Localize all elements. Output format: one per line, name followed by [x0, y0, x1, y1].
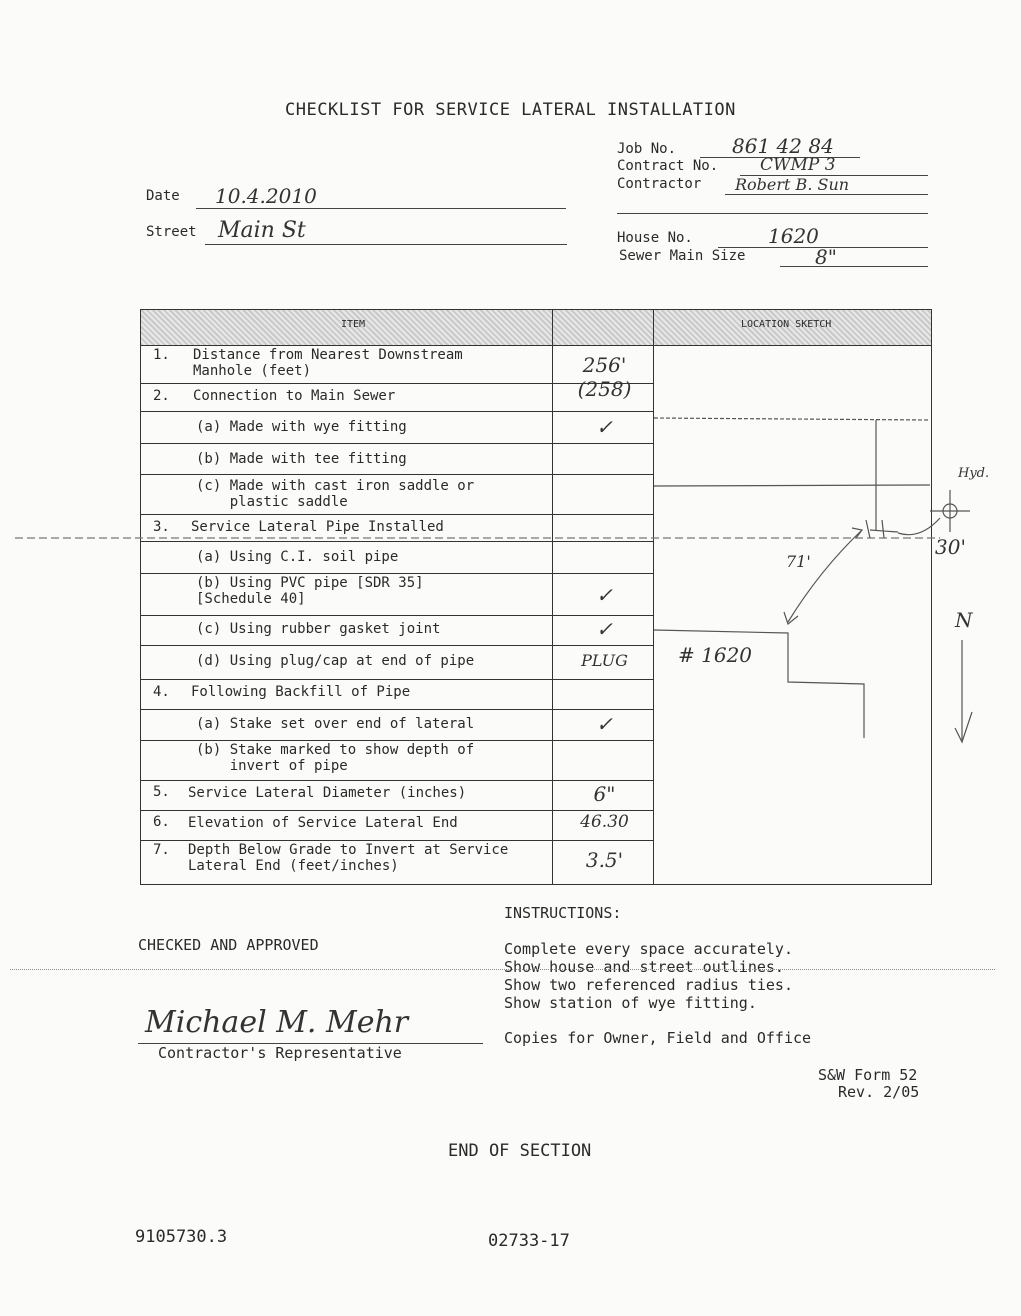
- instruction-line: Show house and street outlines.: [504, 958, 784, 976]
- date-label: Date: [146, 188, 180, 204]
- wye-fitting: [866, 520, 898, 538]
- row-text: Distance from Nearest Downstream Manhole (feet): [193, 347, 463, 379]
- contractor-label: Contractor: [617, 176, 702, 192]
- row-text: Service Lateral Diameter (inches): [188, 785, 467, 801]
- street-label: Street: [146, 224, 197, 240]
- row-value[interactable]: PLUG: [581, 651, 628, 670]
- signature-caption: Contractor's Representative: [158, 1044, 402, 1062]
- sewer-main-value[interactable]: 8": [815, 245, 837, 269]
- hydrant-label: Hyd.: [958, 466, 990, 481]
- street-value[interactable]: Main St: [218, 218, 306, 243]
- scan-line: [10, 969, 995, 970]
- form-revision: Rev. 2/05: [838, 1083, 920, 1101]
- row-text: Connection to Main Sewer: [193, 388, 396, 404]
- page-number: 02733-17: [488, 1231, 570, 1251]
- date-value[interactable]: 10.4.2010: [215, 184, 317, 208]
- row-text: Elevation of Service Lateral End: [188, 815, 458, 831]
- row-text: (c) Using rubber gasket joint: [196, 621, 441, 637]
- row-text: (a) Using C.I. soil pipe: [196, 549, 399, 565]
- page-title: CHECKLIST FOR SERVICE LATERAL INSTALLATION: [285, 100, 736, 120]
- row-text: (c) Made with cast iron saddle or plastic saddle: [196, 478, 475, 510]
- instruction-line: Complete every space accurately.: [504, 940, 793, 958]
- street-line-bottom: [654, 485, 930, 486]
- row-text: (a) Stake set over end of lateral: [196, 716, 475, 732]
- row-number: 6.: [153, 814, 170, 830]
- instruction-line: Show two referenced radius ties.: [504, 976, 793, 994]
- contract-no-label: Contract No.: [617, 158, 719, 174]
- row-value[interactable]: 3.5': [585, 848, 624, 872]
- north-arrow-head: [955, 712, 972, 742]
- radius-label: 71': [786, 552, 811, 571]
- job-no-label: Job No.: [617, 141, 677, 157]
- row-value[interactable]: ✓: [596, 583, 613, 607]
- end-of-section: END OF SECTION: [448, 1141, 592, 1161]
- row-text: (b) Using PVC pipe [SDR 35] [Schedule 40]: [196, 575, 424, 607]
- row-text: (a) Made with wye fitting: [196, 419, 407, 435]
- row-value[interactable]: ✓: [596, 415, 613, 439]
- item-header: ITEM: [341, 319, 366, 330]
- row-value[interactable]: 46.30: [580, 812, 629, 832]
- hydrant-distance-label: 30': [935, 535, 966, 559]
- row-value[interactable]: 256' (258): [577, 353, 632, 401]
- sketch-header: LOCATION SKETCH: [741, 319, 832, 330]
- sewer-main-label: Sewer Main Size: [619, 248, 746, 264]
- street-line-top: [654, 418, 930, 420]
- house-no-value[interactable]: 1620: [768, 224, 819, 248]
- radius-arrow-top: [852, 528, 862, 538]
- row-text: Service Lateral Pipe Installed: [191, 519, 444, 535]
- row-text: Following Backfill of Pipe: [191, 684, 411, 700]
- row-number: 4.: [153, 684, 170, 700]
- row-number: 1.: [153, 347, 170, 363]
- row-text: (b) Stake marked to show depth of invert of pipe: [196, 742, 475, 774]
- contractor-value[interactable]: Robert B. Sun: [735, 175, 850, 194]
- row-number: 5.: [153, 784, 170, 800]
- document-id: 9105730.3: [135, 1227, 228, 1247]
- contract-no-value[interactable]: CWMP 3: [760, 155, 836, 175]
- row-number: 7.: [153, 842, 170, 858]
- form-number: S&W Form 52: [818, 1066, 918, 1084]
- row-number: 3.: [153, 519, 170, 535]
- row-number: 2.: [153, 388, 170, 404]
- house-no-label: House No.: [617, 230, 693, 246]
- north-label: N: [955, 608, 973, 632]
- row-text: (d) Using plug/cap at end of pipe: [196, 653, 475, 669]
- row-text: Depth Below Grade to Invert at Service Lateral End (feet/inches): [188, 842, 509, 874]
- job-no-value[interactable]: 861 42 84: [732, 134, 834, 158]
- house-label: # 1620: [678, 643, 753, 667]
- approval-heading: CHECKED AND APPROVED: [138, 936, 319, 954]
- row-value[interactable]: 6": [593, 782, 616, 806]
- hydrant-tie: [898, 518, 940, 535]
- row-text: (b) Made with tee fitting: [196, 451, 407, 467]
- radius-tie: [788, 530, 862, 622]
- instructions-heading: INSTRUCTIONS:: [504, 904, 622, 922]
- row-value[interactable]: ✓: [596, 617, 613, 641]
- row-value[interactable]: ✓: [596, 712, 613, 736]
- instruction-line: Show station of wye fitting.: [504, 994, 757, 1012]
- signature: Michael M. Mehr: [145, 1005, 409, 1040]
- copies-note: Copies for Owner, Field and Office: [504, 1029, 812, 1047]
